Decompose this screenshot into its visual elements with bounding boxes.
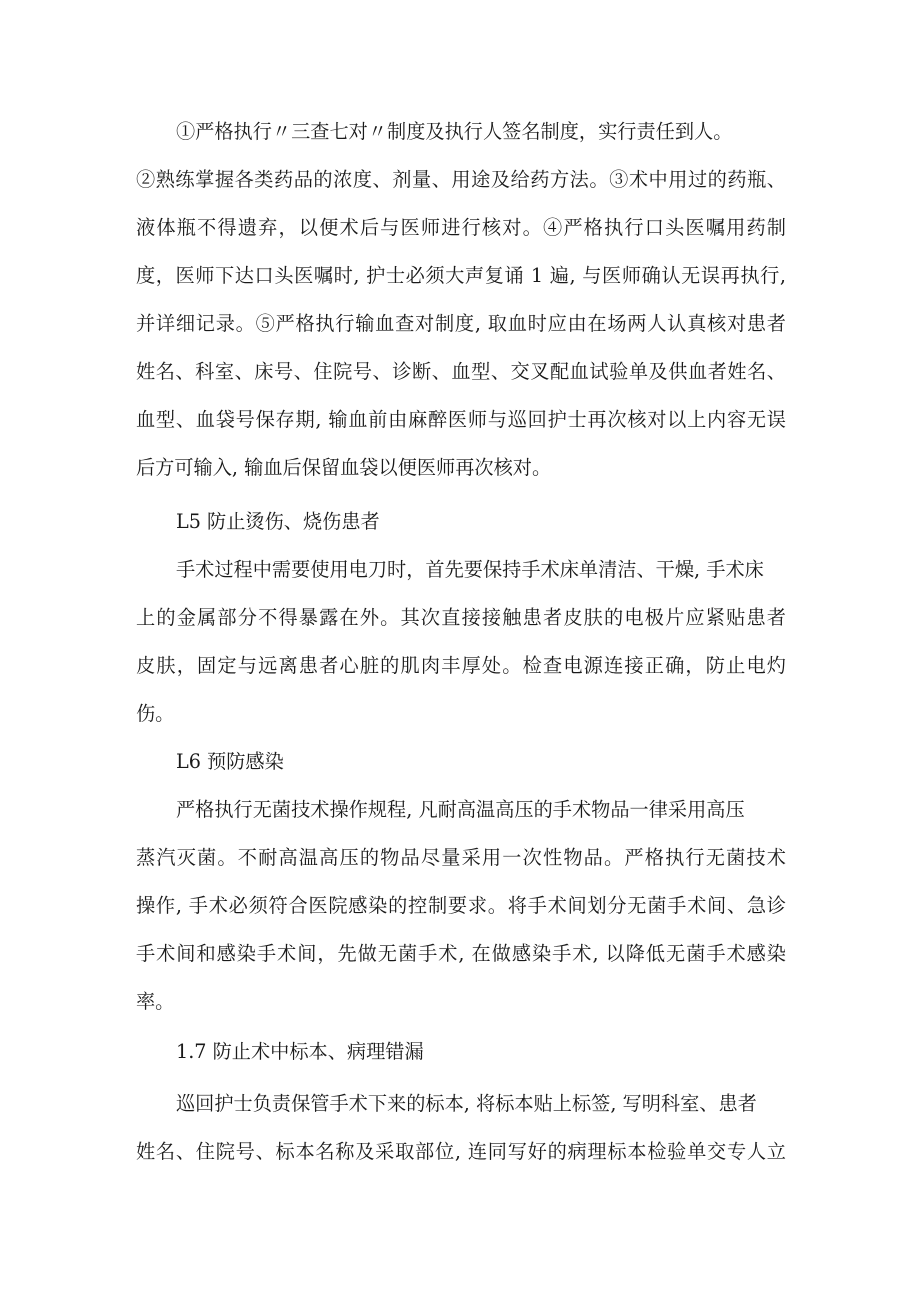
paragraph-line: 巡回护士负责保管手术下来的标本, 将标本贴上标签, 写明科室、患者 [176,1092,757,1115]
paragraph-line: 姓名、科室、床号、住院号、诊断、血型、交叉配血试验单及供血者姓名、 [136,360,786,383]
section-heading: L5 防止烫伤、烧伤患者 [176,510,380,533]
paragraph-line: 蒸汽灭菌。不耐高温高压的物品尽量采用一次性物品。严格执行无菌技术 [136,846,786,869]
paragraph-line: 并详细记录。⑤严格执行输血查对制度, 取血时应由在场两人认真核对患者 [136,312,786,335]
paragraph-line: 率。 [136,990,175,1013]
paragraph-line: 后方可输入, 输血后保留血袋以便医师再次核对。 [136,456,552,479]
paragraph-line: 手术过程中需要使用电刀时，首先要保持手术床单清洁、干燥, 手术床 [176,558,764,581]
paragraph-line: 液体瓶不得遗弃，以便术后与医师进行核对。④严格执行口头医嘱用药制 [136,216,786,239]
paragraph-line: ①严格执行〃三查七对〃制度及执行人签名制度，实行责任到人。 [176,120,733,143]
paragraph-line: 手术间和感染手术间，先做无菌手术, 在做感染手术, 以降低无菌手术感染 [136,942,786,965]
paragraph-line: 血型、血袋号保存期, 输血前由麻醉医师与巡回护士再次核对以上内容无误 [136,408,786,431]
paragraph-line: 姓名、住院号、标本名称及采取部位, 连同写好的病理标本检验单交专人立 [136,1140,786,1163]
section-heading: 1.7 防止术中标本、病理错漏 [176,1040,424,1063]
paragraph-line: 操作, 手术必须符合医院感染的控制要求。将手术间划分无菌手术间、急诊 [136,894,786,917]
paragraph-line: 严格执行无菌技术操作规程, 凡耐高温高压的手术物品一律采用高压 [176,798,745,821]
paragraph-line: 度，医师下达口头医嘱时, 护士必须大声复诵 1 遍, 与医师确认无误再执行, [136,264,786,287]
section-heading: L6 预防感染 [176,750,284,773]
paragraph-line: ②熟练掌握各类药品的浓度、剂量、用途及给药方法。③术中用过的药瓶、 [136,168,786,191]
paragraph-line: 上的金属部分不得暴露在外。其次直接接触患者皮肤的电极片应紧贴患者 [136,606,786,629]
paragraph-line: 伤。 [136,702,175,725]
paragraph-line: 皮肤，固定与远离患者心脏的肌肉丰厚处。检查电源连接正确，防止电灼 [136,654,786,677]
